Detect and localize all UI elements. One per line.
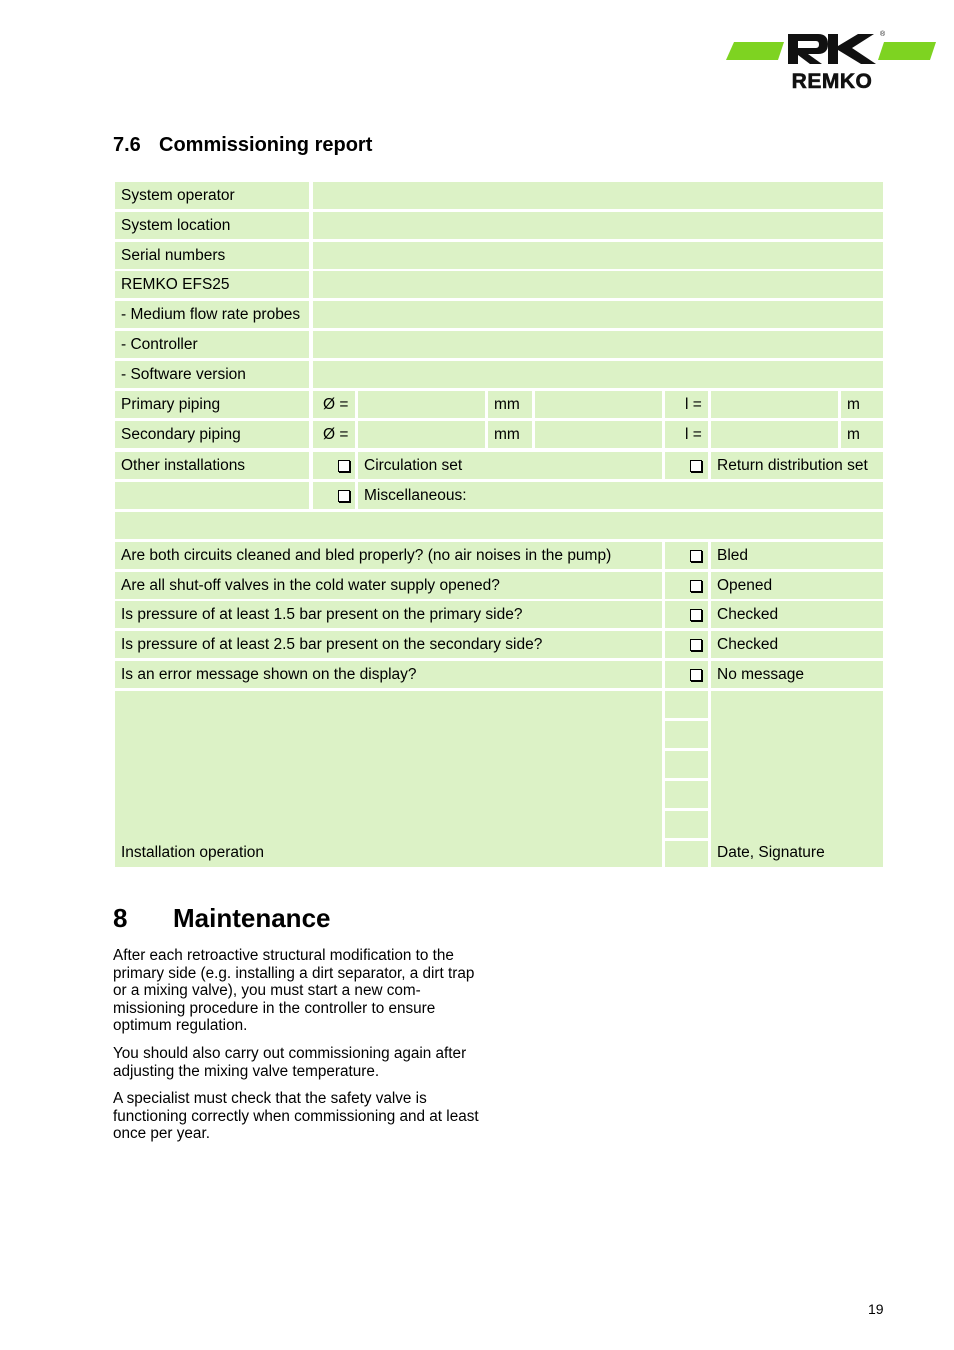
check-question-1: Are both circuits cleaned and bled properly? (no air noises in the pump) bbox=[115, 542, 662, 569]
check-question-2: Are all shut-off valves in the cold water supply opened? bbox=[115, 572, 662, 599]
circulation-set-checkbox-cell[interactable] bbox=[313, 452, 355, 479]
checkbox-icon[interactable] bbox=[690, 609, 702, 621]
stack-cell-3 bbox=[665, 751, 708, 778]
secondary-diameter-field[interactable] bbox=[358, 421, 485, 448]
checkbox-icon[interactable] bbox=[338, 490, 350, 502]
installation-operation-field[interactable] bbox=[115, 691, 662, 867]
field-serial-numbers[interactable] bbox=[313, 242, 883, 269]
section-title: Commissioning report bbox=[159, 134, 373, 156]
primary-blank-field[interactable] bbox=[535, 391, 662, 418]
checkbox-icon[interactable] bbox=[338, 460, 350, 472]
svg-text:REMKO: REMKO bbox=[791, 70, 873, 93]
primary-length-label: l = bbox=[665, 391, 708, 418]
secondary-mm-unit: mm bbox=[488, 421, 532, 448]
check-question-3: Is pressure of at least 1.5 bar present on the primary side? bbox=[115, 601, 662, 628]
primary-mm-unit: mm bbox=[488, 391, 532, 418]
maintenance-paragraph-1: After each retroactive structural modification to the primary side (e.g. installing a dirt separator, a dirt trap or a mixing valve), you must start a new com-missioning procedure in the controller to ensure optimum regulation. bbox=[113, 947, 475, 1035]
section-title: Maintenance bbox=[173, 903, 331, 933]
primary-m-unit: m bbox=[841, 391, 883, 418]
label-system-operator: System operator bbox=[115, 182, 309, 209]
checkbox-icon[interactable] bbox=[690, 639, 702, 651]
miscellaneous-checkbox-cell[interactable] bbox=[313, 482, 355, 509]
label-medium-flow-rate-probes: - Medium flow rate probes bbox=[115, 301, 309, 328]
check-question-5: Is an error message shown on the display? bbox=[115, 661, 662, 688]
check-answer-5: No message bbox=[711, 661, 883, 688]
label-other-installations: Other installations bbox=[115, 452, 309, 479]
checkbox-icon[interactable] bbox=[690, 669, 702, 681]
label-controller: - Controller bbox=[115, 331, 309, 358]
label-system-location: System location bbox=[115, 212, 309, 239]
check-checkbox-1[interactable] bbox=[665, 542, 708, 569]
maintenance-paragraph-2: You should also carry out commissioning again after adjusting the mixing valve temperature. bbox=[113, 1045, 467, 1080]
date-signature-field[interactable] bbox=[711, 691, 883, 867]
secondary-blank-field[interactable] bbox=[535, 421, 662, 448]
primary-length-field[interactable] bbox=[711, 391, 838, 418]
checkbox-icon[interactable] bbox=[690, 580, 702, 592]
section-heading-8 bbox=[113, 903, 331, 934]
field-system-location[interactable] bbox=[313, 212, 883, 239]
remko-logo bbox=[724, 28, 938, 94]
return-distribution-checkbox-cell[interactable] bbox=[665, 452, 708, 479]
check-answer-4: Checked bbox=[711, 631, 883, 658]
field-software-version[interactable] bbox=[313, 361, 883, 388]
stack-cell-1 bbox=[665, 691, 708, 718]
stack-cell-5 bbox=[665, 811, 708, 838]
label-software-version: - Software version bbox=[115, 361, 309, 388]
check-answer-3: Checked bbox=[711, 601, 883, 628]
checkbox-icon[interactable] bbox=[690, 460, 702, 472]
check-answer-1: Bled bbox=[711, 542, 883, 569]
installation-operation-label: Installation operation bbox=[121, 844, 265, 861]
page-number: 19 bbox=[868, 1301, 884, 1317]
miscellaneous-label: Miscellaneous: bbox=[358, 482, 883, 509]
stack-cell-6 bbox=[665, 841, 708, 867]
label-remko-efs25: REMKO EFS25 bbox=[115, 271, 309, 298]
svg-text:®: ® bbox=[880, 31, 886, 38]
section-number: 8 bbox=[113, 903, 128, 933]
check-answer-2: Opened bbox=[711, 572, 883, 599]
secondary-diameter-label: Ø = bbox=[313, 421, 355, 448]
stack-cell-2 bbox=[665, 721, 708, 748]
secondary-length-field[interactable] bbox=[711, 421, 838, 448]
date-signature-label: Date, Signature bbox=[717, 844, 825, 861]
section-heading-7-6 bbox=[113, 134, 372, 157]
blank-label-cell bbox=[115, 482, 309, 509]
return-distribution-set-label: Return distribution set bbox=[711, 452, 883, 479]
label-secondary-piping: Secondary piping bbox=[115, 421, 309, 448]
label-primary-piping: Primary piping bbox=[115, 391, 309, 418]
secondary-m-unit: m bbox=[841, 421, 883, 448]
field-medium-flow-rate-probes[interactable] bbox=[313, 301, 883, 328]
field-remko-efs25[interactable] bbox=[313, 271, 883, 298]
spacer-row bbox=[115, 512, 883, 539]
check-question-4: Is pressure of at least 2.5 bar present on the secondary side? bbox=[115, 631, 662, 658]
checkbox-icon[interactable] bbox=[690, 550, 702, 562]
stack-cell-4 bbox=[665, 781, 708, 808]
field-system-operator[interactable] bbox=[313, 182, 883, 209]
check-checkbox-2[interactable] bbox=[665, 572, 708, 599]
check-checkbox-3[interactable] bbox=[665, 601, 708, 628]
secondary-length-label: l = bbox=[665, 421, 708, 448]
field-controller[interactable] bbox=[313, 331, 883, 358]
primary-diameter-field[interactable] bbox=[358, 391, 485, 418]
check-checkbox-5[interactable] bbox=[665, 661, 708, 688]
maintenance-paragraph-3: A specialist must check that the safety valve is functioning correctly when commissioning and at least once per year. bbox=[113, 1090, 479, 1143]
section-number: 7.6 bbox=[113, 134, 141, 156]
circulation-set-label: Circulation set bbox=[358, 452, 662, 479]
check-checkbox-4[interactable] bbox=[665, 631, 708, 658]
label-serial-numbers: Serial numbers bbox=[115, 242, 309, 269]
primary-diameter-label: Ø = bbox=[313, 391, 355, 418]
